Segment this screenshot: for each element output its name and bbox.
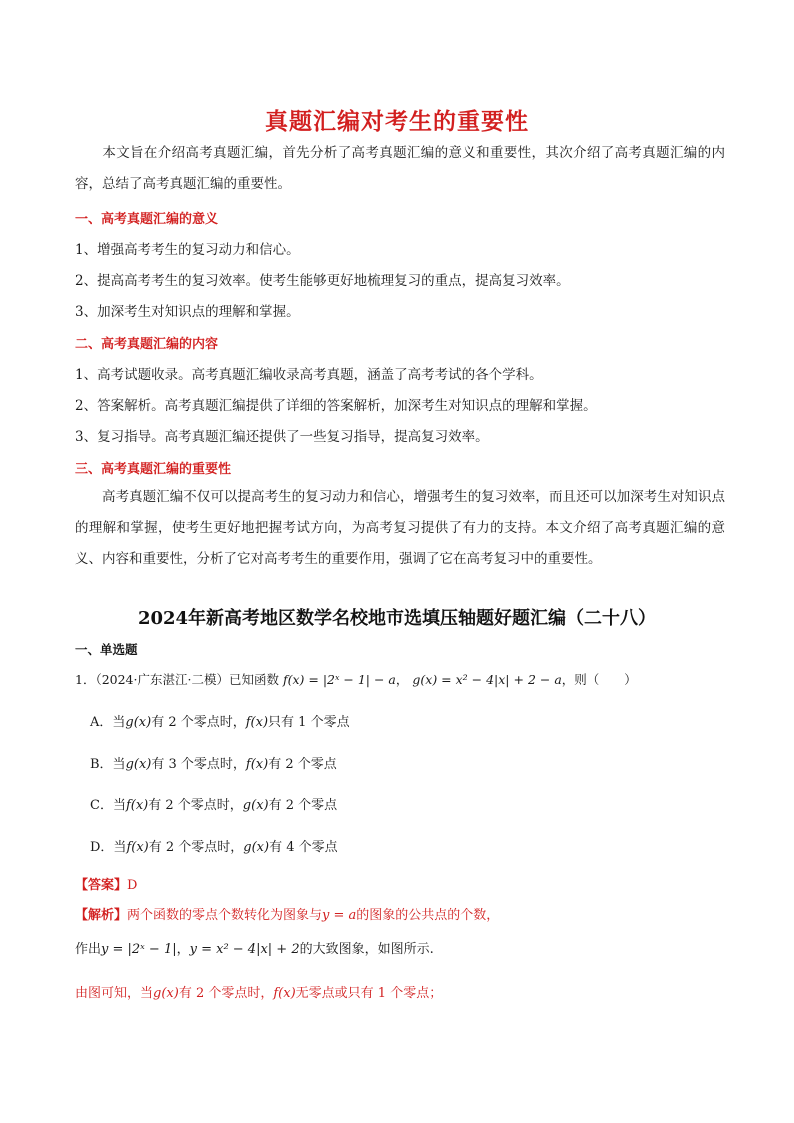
analysis-1a: 两个函数的零点个数转化为图象与: [127, 908, 323, 923]
question-stem-prefix: 已知函数: [228, 672, 279, 687]
question-1: [75, 670, 637, 688]
section-heading-2: 二、高考真题汇编的内容: [75, 337, 219, 352]
section-2-item-1: 1、高考试题收录。高考真题汇编收录高考真题，涵盖了高考考试的各个学科。: [75, 367, 543, 383]
option-b[interactable]: [90, 753, 337, 772]
option-c-mid: 有 2 个零点时，: [148, 798, 243, 813]
section-1-item-3: 3、加深考生对知识点的理解和掌握。: [75, 304, 300, 320]
option-c[interactable]: [90, 794, 337, 813]
option-d-func-1: f(x): [126, 840, 149, 855]
question-separator: ，: [395, 672, 409, 687]
option-d-mid: 有 2 个零点时，: [148, 840, 244, 855]
option-c-end: 有 2 个零点: [268, 798, 338, 813]
option-d-end: 有 4 个零点: [269, 840, 338, 855]
analysis-3c: 有 2 个零点时，: [178, 986, 274, 1001]
analysis-3a: 由图可知，当: [75, 986, 154, 1001]
option-d-func-2: g(x): [243, 840, 270, 855]
analysis-2e: 的大致图象，如图所示.: [299, 942, 434, 957]
section-2-item-2: 2、答案解析。高考真题汇编提供了详细的答案解析，加深考生对知识点的理解和掌握。: [75, 398, 597, 414]
option-a-end: 只有 1 个零点: [268, 715, 350, 730]
option-b-end: 有 2 个零点: [268, 757, 337, 772]
analysis-2d: y = x² − 4|x| + 2: [189, 942, 300, 957]
answer-tag: 【答案】: [75, 878, 128, 893]
option-a-func-1: g(x): [125, 715, 152, 730]
intro-text: 本文旨在介绍高考真题汇编，首先分析了高考真题汇编的意义和重要性，其次介绍了高考真题汇编的内容，总结了高考真题汇编的重要性。: [75, 145, 725, 192]
option-c-func-2: g(x): [242, 798, 269, 813]
g-definition: g(x) = x² − 4|x| + 2 − a: [412, 672, 562, 687]
option-d-label: D．当: [90, 840, 127, 855]
question-stem-suffix: ，则（ ）: [561, 672, 637, 687]
analysis-line-2: [75, 938, 434, 957]
analysis-line-3: [75, 982, 442, 1001]
page-title: 真题汇编对考生的重要性: [265, 109, 529, 135]
answer-line: [75, 874, 137, 893]
analysis-tag: 【解析】: [75, 908, 128, 923]
option-c-label: C．当: [90, 798, 126, 813]
analysis-2a: 作出: [75, 942, 102, 957]
f-definition: f(x) = |2ˣ − 1| − a: [282, 672, 396, 687]
option-c-func-1: f(x): [125, 798, 149, 813]
option-d[interactable]: [90, 836, 338, 855]
analysis-3d: f(x): [273, 986, 296, 1001]
option-b-func-1: g(x): [125, 757, 152, 772]
option-b-func-2: f(x): [245, 757, 269, 772]
intro-paragraph: [75, 138, 725, 200]
option-a-func-2: f(x): [245, 715, 269, 730]
exam-title: 2024年新高考地区数学名校地市选填压轴题好题汇编（二十八）: [137, 608, 657, 629]
option-a-label: A．当: [90, 715, 126, 730]
answer-value: D: [127, 878, 138, 893]
analysis-3e: 无零点或只有 1 个零点；: [295, 986, 443, 1001]
section-heading-3: 三、高考真题汇编的重要性: [75, 462, 232, 477]
analysis-2b: y = |2ˣ − 1|: [101, 942, 177, 957]
section-1-item-1: 1、增强高考考生的复习动力和信心。: [75, 242, 300, 258]
analysis-1c: 的图象的公共点的个数，: [356, 908, 500, 923]
question-source: （2024·广东湛江·二模）: [95, 672, 229, 687]
analysis-1b: y = a: [322, 908, 357, 923]
analysis-2c: ，: [176, 942, 190, 957]
option-b-mid: 有 3 个零点时，: [151, 757, 246, 772]
option-b-label: B．当: [90, 757, 126, 772]
section-3-paragraph: [75, 482, 725, 575]
section-1-item-2: 2、提高高考考生的复习效率。使考生能够更好地梳理复习的重点，提高复习效率。: [75, 273, 570, 289]
option-a[interactable]: [90, 711, 350, 730]
question-type-heading: 一、单选题: [75, 642, 138, 657]
analysis-3b: g(x): [153, 986, 179, 1001]
analysis-line-1: [75, 904, 499, 923]
section-heading-1: 一、高考真题汇编的意义: [75, 212, 219, 227]
question-number: 1．: [75, 672, 96, 687]
section-3-text: 高考真题汇编不仅可以提高考生的复习动力和信心，增强考生的复习效率，而且还可以加深考生对知识点的理解和掌握，使考生更好地把握考试方向，为高考复习提供了有力的支持。本文介绍了高考真题汇编的意义、内容和重要性，分析了它对高考考生的重要作用，强调了它在高考复习中的重要性。: [75, 489, 725, 567]
section-2-item-3: 3、复习指导。高考真题汇编还提供了一些复习指导，提高复习效率。: [75, 429, 489, 445]
option-a-mid: 有 2 个零点时，: [151, 715, 246, 730]
